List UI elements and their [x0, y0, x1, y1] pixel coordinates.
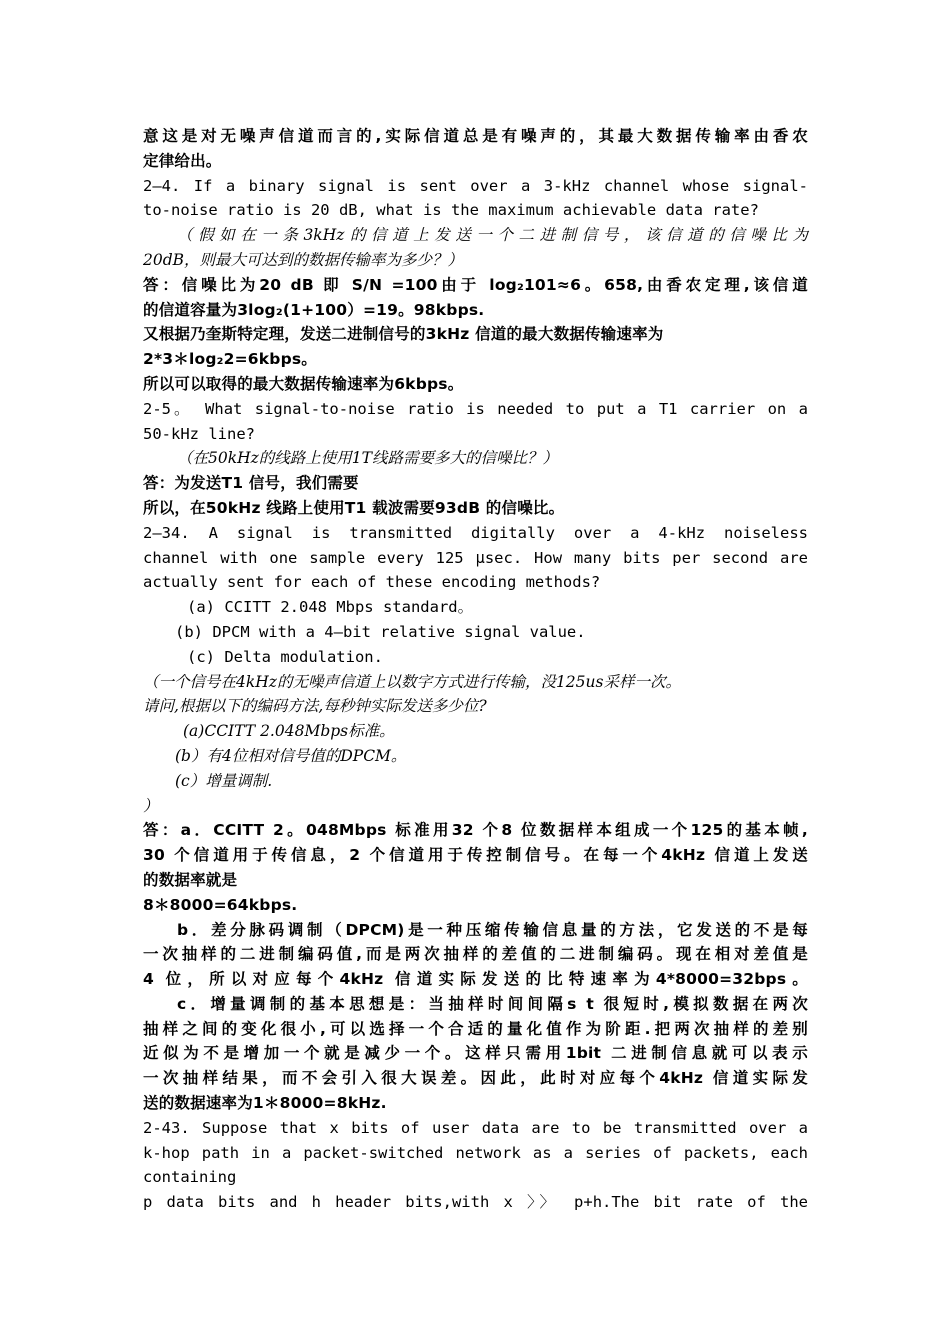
question-line: 2-43. Suppose that x bits of user data are to be transmitted over a — [143, 1118, 808, 1137]
answer-line: 答：a．CCITT 2。048Mbps 标准用32 个8 位数据样本组成一个125的基本帧, — [143, 821, 808, 840]
option-line: (c) Delta modulation. — [187, 647, 383, 666]
translation-line: ） — [143, 796, 159, 815]
answer-line: 送的数据速率为1＊8000=8kHz. — [143, 1094, 387, 1113]
answer-line: 30 个信道用于传信息，2 个信道用于传控制信号。在每一个4kHz 信道上发送 — [143, 846, 808, 865]
answer-line: b．差分脉码调制（DPCM)是一种压缩传输信息量的方法，它发送的不是每 — [177, 920, 808, 939]
question-line: containing — [143, 1168, 237, 1187]
question-line: 2—4. If a binary signal is sent over a 3-kHz channel whose signal- — [143, 176, 808, 195]
translation-line: （一个信号在4kHz的无噪声信道上以数字方式进行传输，没125us采样一次。 — [143, 672, 681, 691]
answer-line: c．增量调制的基本思想是：当抽样时间间隔s t 很短时,模拟数据在两次 — [177, 994, 808, 1013]
translation-option-line: (c）增量调制. — [175, 771, 273, 790]
question-line: 2-5。 What signal-to-noise ratio is needed to put a T1 carrier on a — [143, 399, 808, 418]
document-page — [143, 124, 808, 1215]
translation-option-line: (a)CCITT 2.048Mbps标准。 — [183, 722, 395, 741]
text-line: 意这是对无噪声信道而言的,实际信道总是有噪声的，其最大数据传输率由香农 — [143, 127, 808, 145]
answer-line: 一次抽样结果，而不会引入很大误差。因此，此时对应每个4kHz 信道实际发 — [143, 1069, 808, 1088]
translation-line: 20dB，则最大可达到的数据传输率为多少？） — [143, 250, 464, 269]
question-line: channel with one sample every 125 μsec. How many bits per second are — [143, 548, 808, 567]
answer-line: 4 位，所以对应每个4kHz 信道实际发送的比特速率为4*8000=32bps。 — [143, 970, 808, 989]
answer-line: 所以可以取得的最大数据传输速率为6kbps。 — [143, 374, 464, 393]
text-line: 定律给出。 — [143, 151, 222, 170]
option-line: (a) CCITT 2.048 Mbps standard。 — [187, 598, 474, 617]
answer-line: 答：信噪比为20 dB 即 S/N =100由于 log₂101≈6。658,由香农定理,该信道 — [143, 275, 808, 294]
answer-line: 抽样之间的变化很小,可以选择一个合适的量化值作为阶距.把两次抽样的差别 — [143, 1019, 808, 1038]
answer-line: 8＊8000=64kbps. — [143, 895, 298, 914]
question-line: actually sent for each of these encoding methods? — [143, 573, 601, 592]
translation-line: （在50kHz的线路上使用1T线路需要多大的信噪比？） — [177, 449, 559, 468]
answer-line: 所以，在50kHz 线路上使用T1 载波需要93dB 的信噪比。 — [143, 498, 565, 517]
answer-line: 又根据乃奎斯特定理，发送二进制信号的3kHz 信道的最大数据传输速率为 — [143, 325, 664, 344]
question-line: 50-kHz line? — [143, 424, 255, 443]
answer-line: 2*3＊log₂2=6kbps。 — [143, 350, 318, 369]
translation-line: 请问,根据以下的编码方法,每秒钟实际发送多少位? — [143, 697, 487, 716]
question-line: k-hop path in a packet-switched network as a series of packets, each — [143, 1143, 808, 1162]
translation-line: （假如在一条3kHz的信道上发送一个二进制信号，该信道的信噪比为 — [177, 226, 808, 245]
option-line: (b) DPCM with a 4—bit relative signal value. — [175, 622, 586, 641]
answer-line: 一次抽样的二进制编码值,而是两次抽样的差值的二进制编码。现在相对差值是 — [143, 945, 808, 964]
translation-option-line: (b）有4位相对信号值的DPCM。 — [175, 746, 407, 765]
question-line: to-noise ratio is 20 dB, what is the maximum achievable data rate? — [143, 201, 759, 220]
question-line: 2—34. A signal is transmitted digitally over a 4-kHz noiseless — [143, 523, 808, 542]
answer-line: 的信道容量为3log₂(1+100）=19。98kbps. — [143, 300, 485, 319]
answer-line: 的数据率就是 — [143, 870, 238, 889]
answer-line: 近似为不是增加一个就是减少一个。这样只需用1bit 二进制信息就可以表示 — [143, 1044, 808, 1063]
question-line: p data bits and h header bits,with x 〉〉 p+h.The bit rate of the — [143, 1193, 808, 1212]
answer-line: 答：为发送T1 信号，我们需要 — [143, 474, 359, 493]
